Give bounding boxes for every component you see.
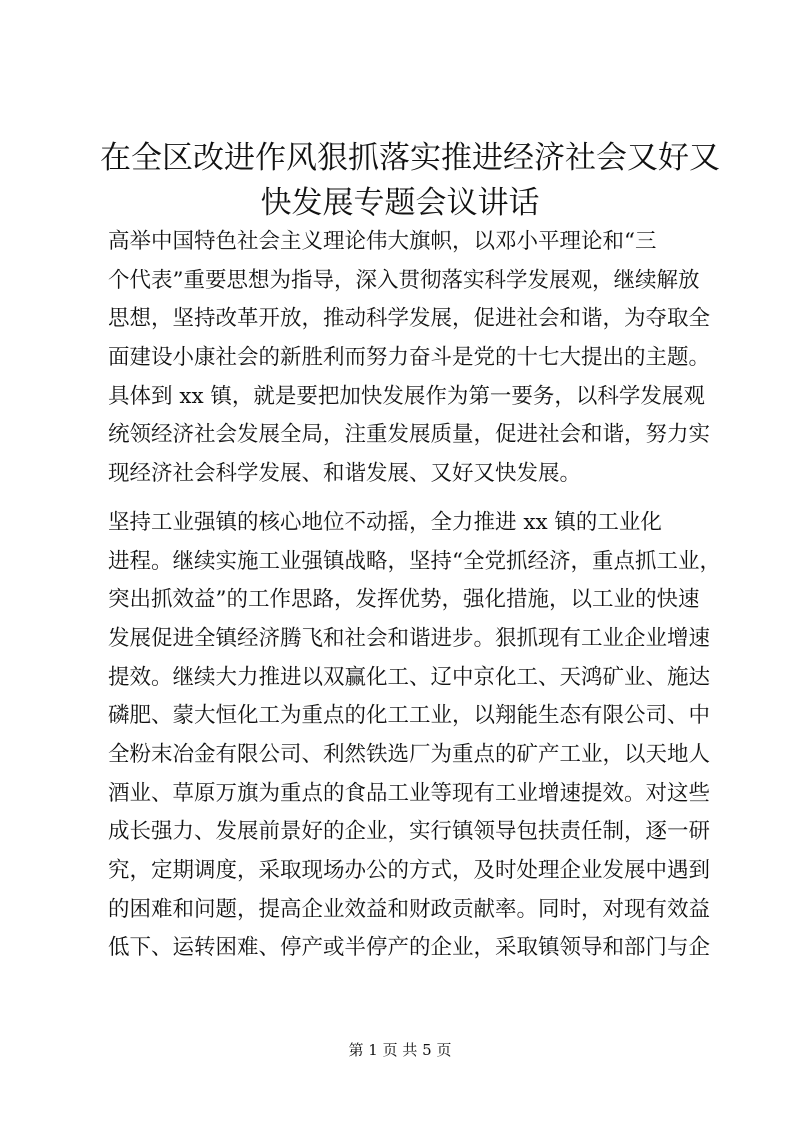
title-line: 快发展专题会议讲话 — [260, 185, 540, 221]
text-line: 提效。继续大力推进以双赢化工、辽中京化工、天鸿矿业、施达 — [108, 664, 711, 690]
page-footer: 第 1 页 共 5 页 — [348, 1041, 452, 1059]
text-line: 低下、运转困难、停产或半停产的企业，采取镇领导和部门与企 — [108, 935, 711, 961]
text-line: 面建设小康社会的新胜利而努力奋斗是党的十七大提出的主题。 — [108, 345, 711, 371]
text-line: 高举中国特色社会主义理论伟大旗帜，以邓小平理论和“三 — [108, 229, 657, 254]
text-line: 坚持工业强镇的核心地位不动摇，全力推进 xx 镇的工业化 — [108, 509, 662, 535]
text-line: 究，定期调度，采取现场办公的方式，及时处理企业发展中遇到 — [108, 858, 711, 883]
paragraph-2 — [108, 504, 723, 968]
text-line: 成长强力、发展前景好的企业，实行镇领导包扶责任制，逐一研 — [108, 819, 711, 845]
text-line: 发展促进全镇经济腾飞和社会和谐进步。狠抓现有工业企业增速 — [108, 625, 711, 651]
text-line: 具体到 xx 镇，就是要把加快发展作为第一要务，以科学发展观 — [108, 383, 705, 409]
text-line: 酒业、草原万旗为重点的食品工业等现有工业增速提效。对这些 — [108, 780, 711, 806]
paragraph-spacer — [108, 494, 723, 504]
text-line: 全粉末冶金有限公司、利然铁选厂为重点的矿产工业，以天地人 — [108, 741, 711, 767]
text-line: 进程。继续实施工业强镇战略，坚持“全党抓经济，重点抓工业， — [108, 548, 721, 574]
text-line: 统领经济社会发展全局，注重发展质量，促进社会和谐，努力实 — [108, 422, 711, 448]
text-line: 的困难和问题，提高企业效益和财政贡献率。同时，对现有效益 — [108, 896, 711, 922]
paragraph-1 — [108, 223, 723, 494]
document-body — [108, 223, 723, 968]
document-title — [100, 136, 720, 226]
text-line: 磷肥、蒙大恒化工为重点的化工工业，以翔能生态有限公司、中 — [108, 703, 711, 729]
text-line: 现经济社会科学发展、和谐发展、又好又快发展。 — [108, 461, 582, 487]
title-line: 在全区改进作风狠抓落实推进经济社会又好又 — [100, 140, 720, 176]
text-line: 突出抓效益”的工作思路，发挥优势，强化措施，以工业的快速 — [108, 587, 700, 613]
text-line: 思想，坚持改革开放，推动科学发展，促进社会和谐，为夺取全 — [108, 306, 711, 332]
text-line: 个代表”重要思想为指导，深入贯彻落实科学发展观，继续解放 — [108, 267, 700, 293]
